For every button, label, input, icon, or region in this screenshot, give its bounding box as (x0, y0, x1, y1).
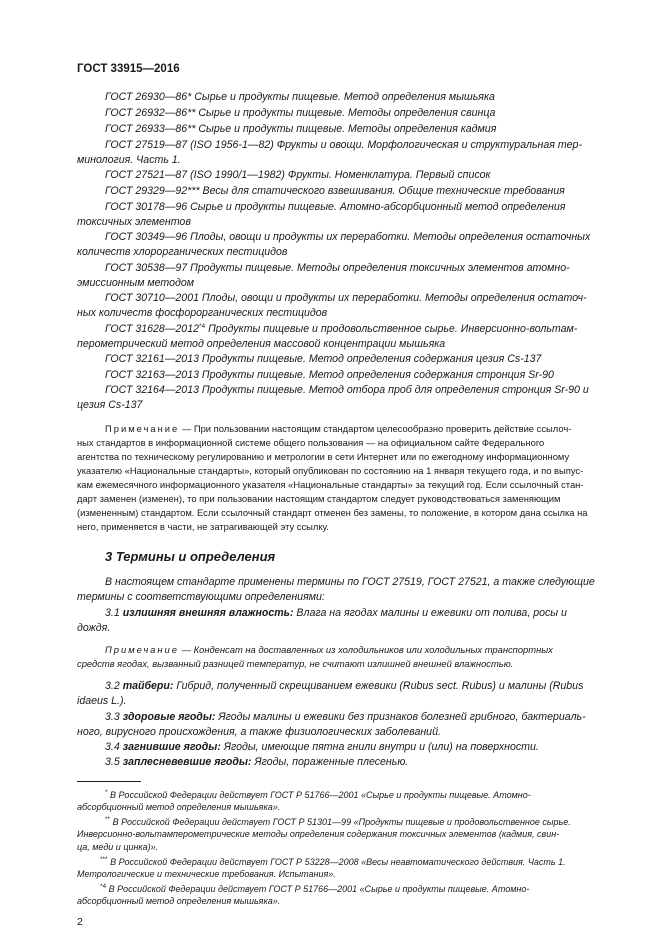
term-3-5 (105, 757, 408, 768)
ref-line: ГОСТ 26933—86** Сырье и продукты пищевые. Методы определения кадмия (105, 123, 497, 135)
note-line: указателю «Национальные стандарты», который опубликован по состоянию на 1 января текущего года, и по выпус- (77, 465, 584, 476)
footnote-text: В Российской Федерации действует ГОСТ Р 51766—2001 «Сырье и продукты пищевые. Атомно- (107, 790, 531, 800)
term-definition: Влага на ягодах малины и ежевики от полива, росы и (293, 607, 567, 619)
note-line: ных стандартов в информационной системе общего пользования — на официальном сайте Федерального (77, 437, 545, 448)
term-name: тайбери: (122, 680, 174, 692)
footnote-line: Инверсионно-вольтамперометрические методы определения содержания токсичных элементов (кадмия, свин- (77, 829, 560, 839)
ref-line (105, 324, 577, 335)
note-line: него, применяется в части, не затрагивающей эту ссылку. (77, 521, 329, 532)
note-label: Примечание (105, 423, 180, 434)
ref-line: ГОСТ 32164—2013 Продукты пищевые. Метод отбора проб для определения стронция Sr-90 и (105, 384, 589, 396)
footnote-line: абсорбционный метод определения мышьяка». (77, 896, 281, 906)
ref-line: цезия Cs-137 (77, 399, 143, 411)
ref-line: перометрический метод определения массовой концентрации мышьяка (77, 338, 446, 350)
term-definition: Гибрид, полученный скрещиванием ежевики (Rubus sect. Rubus) и малины (Rubus (173, 680, 584, 692)
term-3-1-continued: дождя. (77, 622, 111, 634)
ref-line: ГОСТ 30349—96 Плоды, овощи и продукты их переработки. Методы определения остаточных (105, 231, 591, 243)
note-text: — При пользовании настоящим стандартом целесообразно проверить действие ссылоч- (181, 423, 572, 434)
ref-line: ГОСТ 30538—97 Продукты пищевые. Методы определения токсичных элементов атомно- (105, 262, 570, 274)
ref-title: Продукты пищевые и продовольственное сырье. Инверсионно-вольтам- (205, 323, 578, 335)
footnote-line: ца, меди и цинка)». (77, 842, 159, 852)
ref-line: ных количеств фосфорорганических пестицидов (77, 307, 328, 319)
note-line: кам ежемесячного информационного указателя «Национальные стандарты» за текущий год. Если ссылочный стан- (77, 479, 584, 490)
footnote (100, 857, 566, 867)
ref-line: ГОСТ 32163—2013 Продукты пищевые. Метод определения содержания стронция Sr-90 (105, 369, 554, 381)
footnote-line: абсорбционный метод определения мышьяка». (77, 802, 281, 812)
term-name: заплесневевшие ягоды: (122, 756, 252, 768)
ref-line: токсичных элементов (77, 216, 191, 228)
note-line: дарт заменен (изменен), то при пользовании настоящим стандартом следует руководствоваться заменяющим (77, 493, 561, 504)
intro-line: В настоящем стандарте применены термины по ГОСТ 27519, ГОСТ 27521, а также следующие (105, 576, 595, 588)
document-id-header: ГОСТ 33915—2016 (77, 63, 180, 75)
page-number: 2 (77, 916, 83, 928)
section-heading: 3 Термины и определения (105, 549, 276, 564)
ref-line: ГОСТ 26930—86* Сырье и продукты пищевые. Метод определения мышьяка (105, 91, 495, 103)
note-line (105, 424, 571, 433)
footnote-marker: *** (100, 856, 108, 863)
intro-line: термины с соответствующими определениями: (77, 591, 325, 603)
footnote-line: Метрологические и технические требования. Испытания». (77, 869, 336, 879)
note-line: агентства по техническому регулированию и метрологии в сети Интернет или по ежегодному информационному (77, 451, 570, 462)
term-definition: Ягоды малины и ежевики без признаков болезней грибного, бактериаль- (215, 711, 586, 723)
footnote-marker: ** (105, 816, 111, 823)
term-name: здоровые ягоды: (122, 711, 216, 723)
term-definition: Ягоды, имеющие пятна гнили внутри и (или) на поверхности. (220, 741, 539, 753)
term-number: 3.1 (105, 607, 120, 619)
ref-line: ГОСТ 27519—87 (ISO 1956-1—82) Фрукты и овощи. Морфологическая и структуральная тер- (105, 139, 582, 151)
ref-line: количеств хлорорганических пестицидов (77, 246, 288, 258)
term-number: 3.2 (105, 680, 120, 692)
ref-line: ГОСТ 30178—96 Сырье и продукты пищевые. Атомно-абсорбционный метод определения (105, 201, 566, 213)
term-name: излишняя внешняя влажность: (122, 607, 294, 619)
term-3-4 (105, 742, 539, 753)
ref-line: ГОСТ 32161—2013 Продукты пищевые. Метод определения содержания цезия Cs-137 (105, 353, 542, 365)
note-label: Примечание (105, 644, 179, 655)
ref-line: ГОСТ 26932—86** Сырье и продукты пищевые. Методы определения свинца (105, 107, 496, 119)
footnote (105, 817, 571, 827)
ref-line: минология. Часть 1. (77, 154, 181, 166)
footnote (105, 790, 531, 800)
footnote (100, 884, 529, 894)
term-3-3-continued: ного, вирусного происхождения, а также физиологических заболеваний. (77, 726, 441, 738)
footnote-marker: * (105, 789, 108, 796)
footnote-separator (77, 781, 141, 782)
term-3-2-continued: idaeus L.). (77, 695, 127, 707)
note-line: средств ягодах, вызванный разницей температур, не считают излишней внешней влажностью. (77, 658, 514, 669)
term-3-2 (105, 681, 583, 692)
footnote-text: В Российской Федерации действует ГОСТ Р 51766—2001 «Сырье и продукты пищевые. Атомно- (106, 884, 530, 894)
ref-line: ГОСТ 27521—87 (ISO 1990/1—1982) Фрукты. Номенклатура. Первый список (105, 169, 491, 181)
term-3-1 (105, 608, 567, 619)
ref-line: ГОСТ 30710—2001 Плоды, овощи и продукты их переработки. Методы определения остаточ- (105, 292, 587, 304)
ref-line: эмиссионным методом (77, 277, 195, 289)
term-number: 3.4 (105, 741, 120, 753)
term-number: 3.5 (105, 756, 120, 768)
note-text: — Конденсат на доставленных из холодильников или холодильных транспортных (181, 644, 553, 655)
note-line: (измененным) стандартом. Если ссылочный стандарт отменен без замены, то положение, в котором дана ссылка на (77, 507, 588, 518)
footnote-marker: *4 (100, 883, 107, 890)
footnote-text: В Российской Федерации действует ГОСТ Р 51301—99 «Продукты пищевые и продовольственное сырье. (110, 817, 571, 827)
note-line (105, 645, 553, 654)
term-3-3 (105, 712, 586, 723)
ref-code: ГОСТ 31628—2012 (105, 323, 199, 335)
footnote-text: В Российской Федерации действует ГОСТ Р 53228—2008 «Весы неавтоматического действия. Часть 1. (107, 857, 566, 867)
term-definition: Ягоды, пораженные плесенью. (251, 756, 409, 768)
footnote-marker: *4 (198, 323, 206, 330)
term-name: загнившие ягоды: (122, 741, 221, 753)
term-number: 3.3 (105, 711, 120, 723)
ref-line: ГОСТ 29329—92*** Весы для статического взвешивания. Общие технические требования (105, 185, 565, 197)
